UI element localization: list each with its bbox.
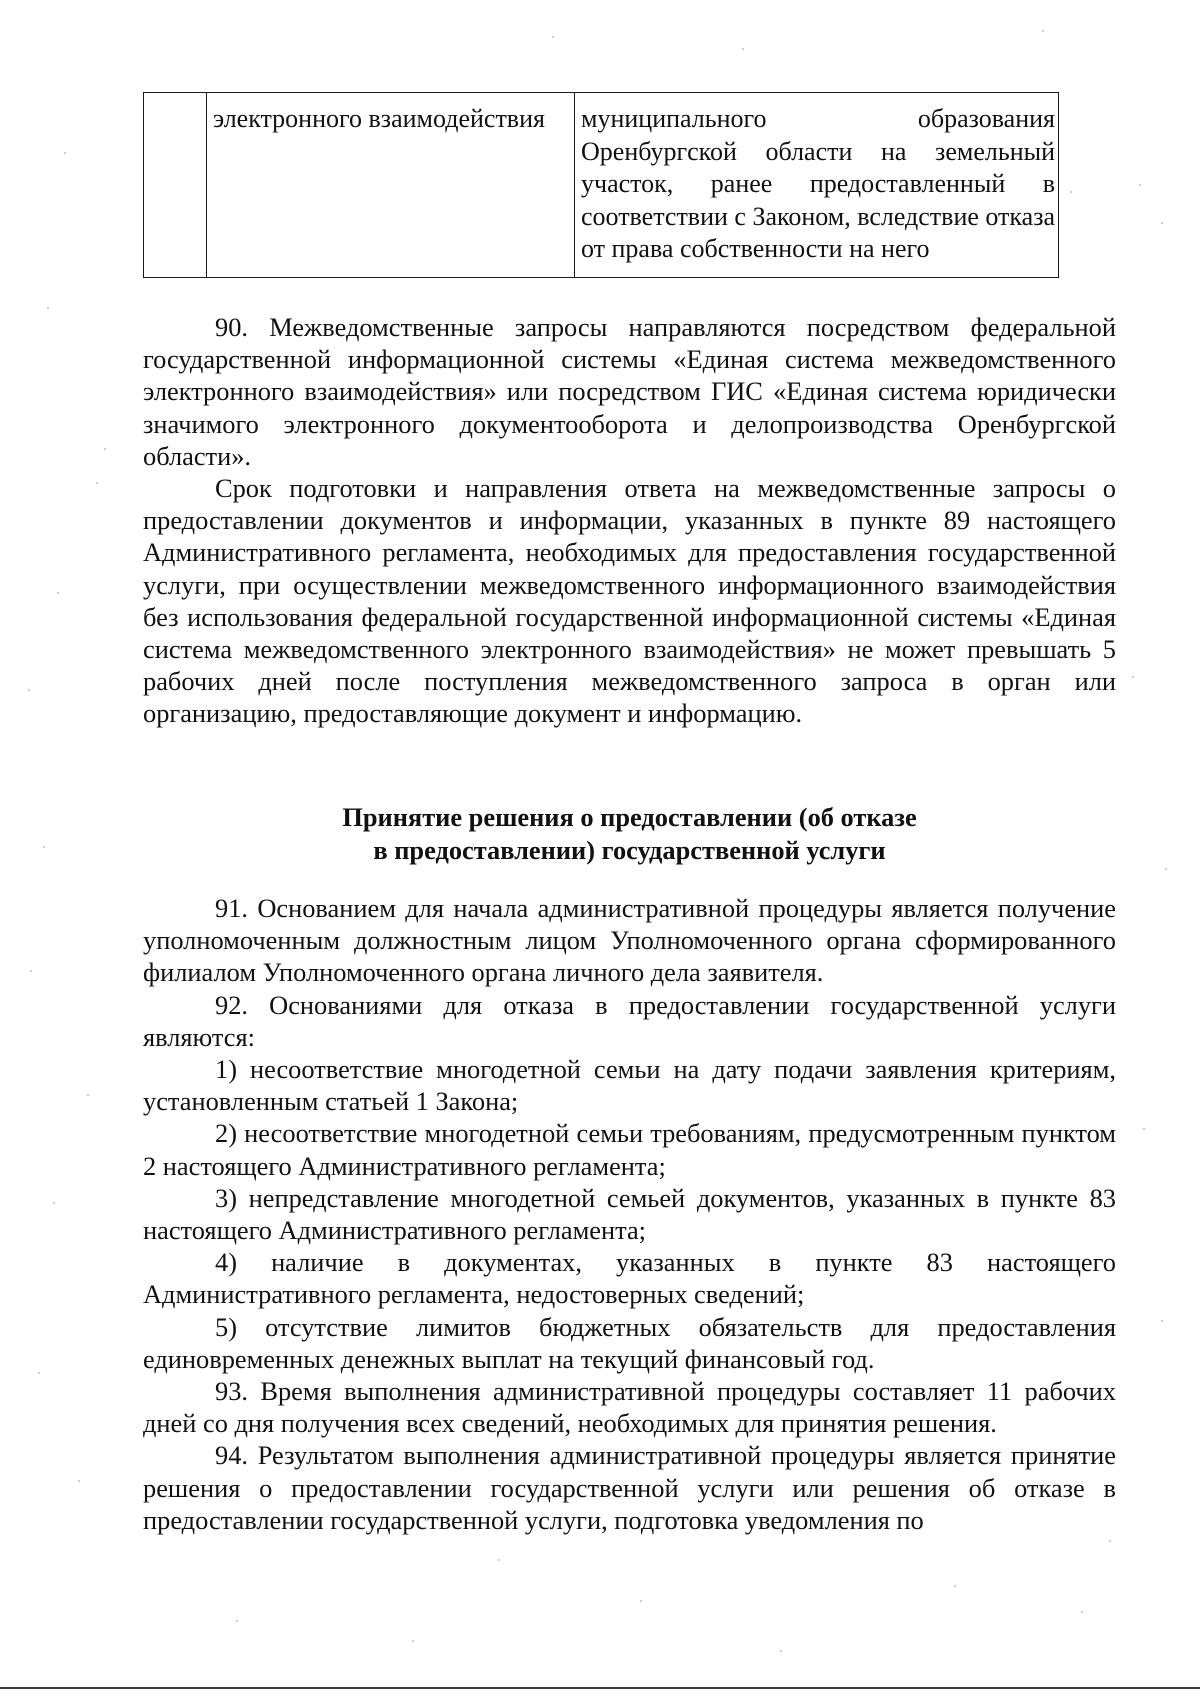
paragraph-91: 91. Основанием для начала административной процедуры является получение уполномоченным должностным лицом Уполномоченного органа сформированного филиалом Уполномоченного органа личного дела заявителя. xyxy=(143,893,1116,988)
paragraph-94: 94. Результатом выполнения административной процедуры является принятие решения о предоставлении государственной услуги или решения об отказе в предоставлении государственной услуги, подготовка уведомления по xyxy=(143,1440,1116,1535)
paragraph-response-deadline: Срок подготовки и направления ответа на межведомственные запросы о предоставлении документов и информации, указанных в пункте 89 настоящего Административного регламента, необходимых для предоставления государственной услуги, при осуществлении межведомственного информационного взаимодействия без использования федеральной государственной информационной системы «Единая система межведомственного электронного взаимодействия» не может превышать 5 рабочих дней после поступления межведомственного запроса в орган или организацию, предоставляющие документ и информацию. xyxy=(143,473,1116,729)
section-decision xyxy=(143,892,1116,1536)
list-item-refusal-2: 2) несоответствие многодетной семьи требованиям, предусмотренным пунктом 2 настоящего Административного регламента; xyxy=(143,1118,1116,1181)
table-cell-number xyxy=(144,93,207,278)
table-row xyxy=(144,93,1059,278)
table-cell-name: электронного взаимодействия xyxy=(207,93,575,278)
list-item-refusal-4: 4) наличие в документах, указанных в пункте 83 настоящего Административного регламента, недостоверных сведений; xyxy=(143,1247,1116,1310)
scan-bottom-edge xyxy=(0,1687,1200,1689)
paragraph-90: 90. Межведомственные запросы направляются посредством федеральной государственной информационной системы «Единая система межведомственного электронного взаимодействия» или посредством ГИС «Единая система юридически значимого электронного документооборота и делопроизводства Оренбургской области». xyxy=(143,312,1116,471)
section-interagency-requests xyxy=(143,311,1116,730)
section-heading-line-2: в предоставлении) государственной услуги xyxy=(373,834,886,865)
table-cell-description: муниципального образования Оренбургской области на земельный участок, ранее предоставленный в соответствии с Законом, вследствие отказа от права собственности на него xyxy=(575,93,1059,278)
list-item-refusal-1: 1) несоответствие многодетной семьи на дату подачи заявления критериям, установленным статьей 1 Закона; xyxy=(143,1054,1116,1117)
paragraph-92: 92. Основаниями для отказа в предоставлении государственной услуги являются: xyxy=(143,989,1116,1052)
document-table xyxy=(143,92,1059,278)
section-heading xyxy=(143,801,1116,866)
list-item-refusal-3: 3) непредставление многодетной семьей документов, указанных в пункте 83 настоящего Административного регламента; xyxy=(143,1182,1116,1246)
section-heading-line-1: Принятие решения о предоставлении (об отказе xyxy=(342,802,917,832)
list-item-refusal-5: 5) отсутствие лимитов бюджетных обязательств для предоставления единовременных денежных выплат на текущий финансовый год. xyxy=(143,1311,1116,1374)
paragraph-93: 93. Время выполнения административной процедуры составляет 11 рабочих дней со дня получения всех сведений, необходимых для принятия решения. xyxy=(143,1376,1116,1439)
